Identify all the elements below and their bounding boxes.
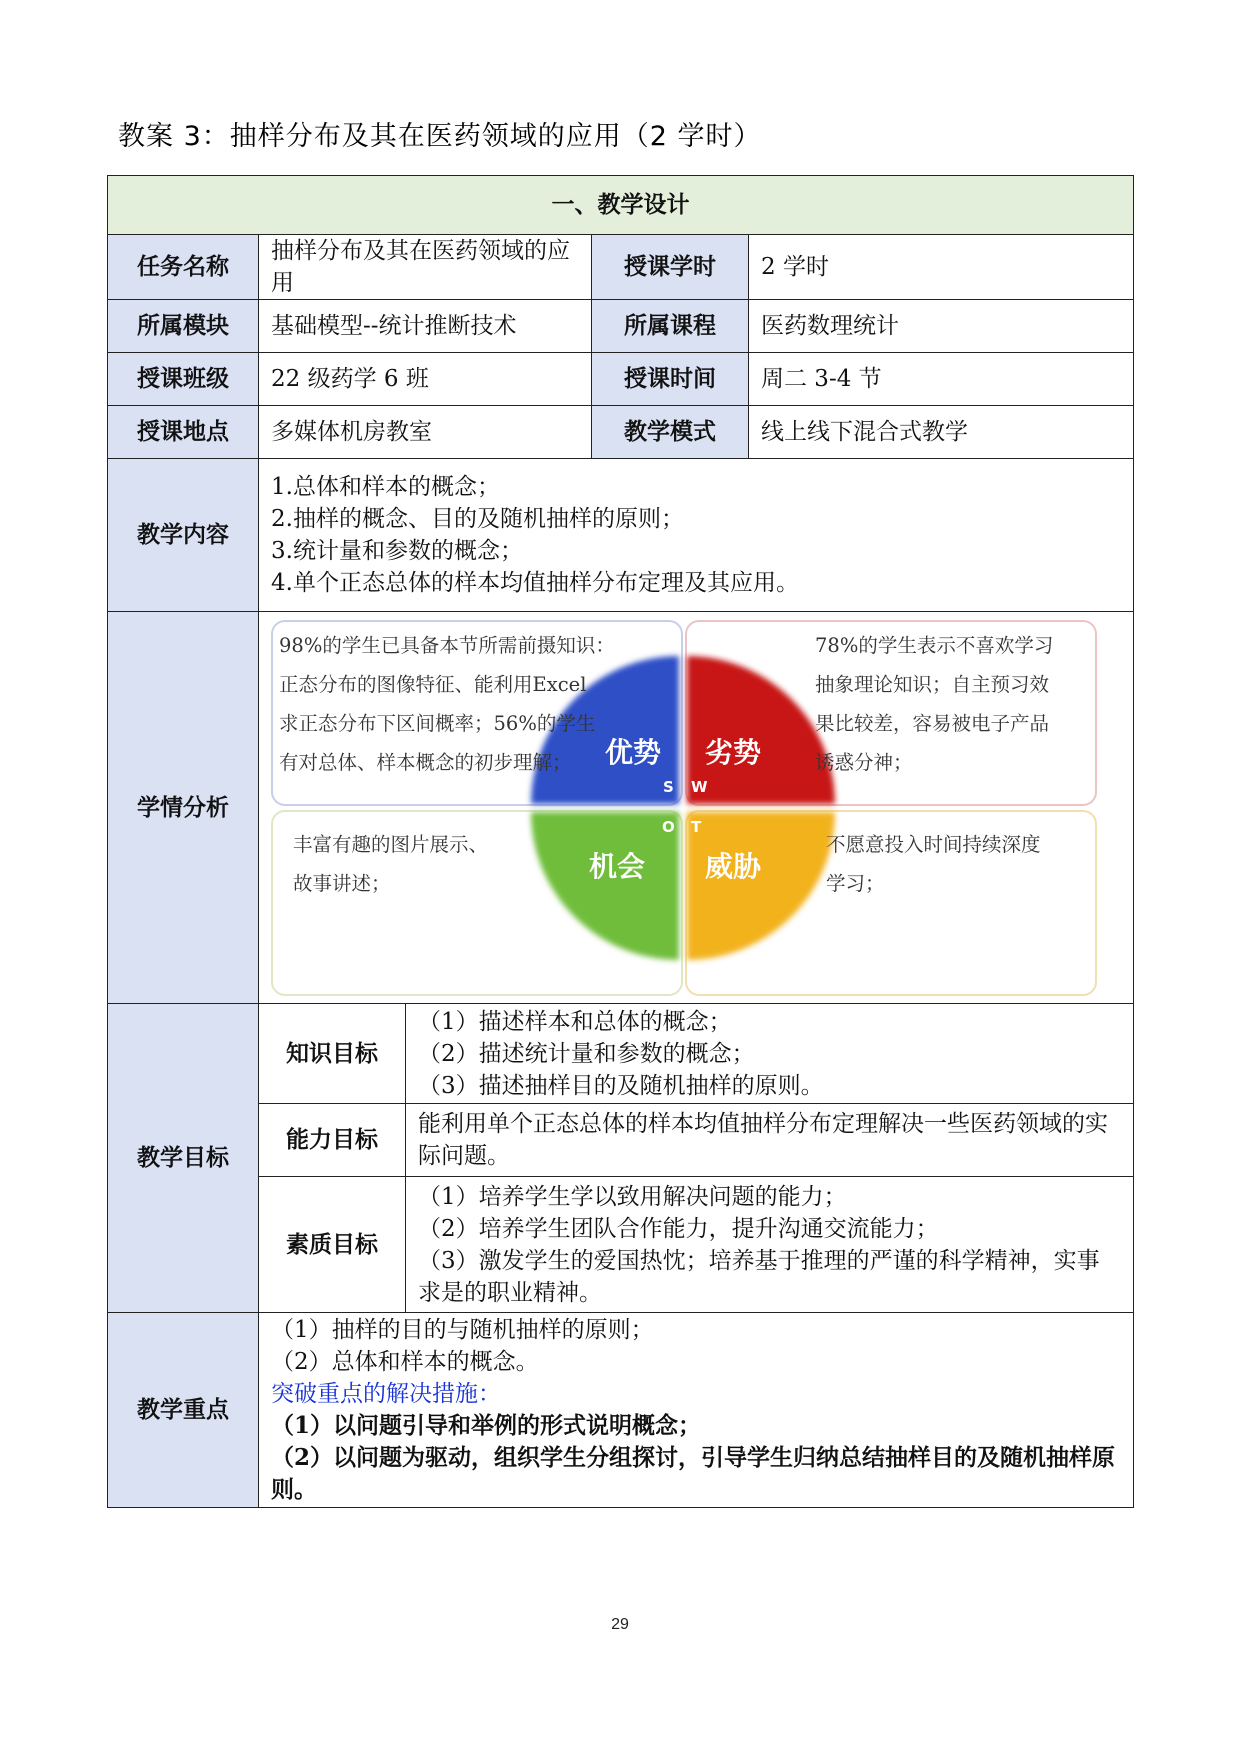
measures-heading: 突破重点的解决措施： — [271, 1381, 501, 1407]
section-heading: 一、教学设计 — [108, 176, 1134, 235]
student-analysis-label: 学情分析 — [108, 612, 259, 1004]
teaching-focus-row — [108, 1313, 1134, 1508]
list-item: 3.统计量和参数的概念； — [271, 538, 523, 564]
info-row — [108, 300, 1134, 353]
class-hours-value: 2 学时 — [749, 235, 1134, 300]
list-item: （2）总体和样本的概念。 — [271, 1349, 539, 1375]
list-item: 2.抽样的概念、目的及随机抽样的原则； — [271, 506, 684, 532]
teaching-mode-value: 线上线下混合式教学 — [749, 406, 1134, 459]
opportunity-letter: O — [662, 818, 675, 836]
list-item: （1）培养学生学以致用解决问题的能力； — [418, 1183, 847, 1210]
teaching-content-label: 教学内容 — [108, 459, 259, 612]
knowledge-goal-row — [108, 1004, 1134, 1104]
ability-goal-text: 能利用单个正态总体的样本均值抽样分布定理解决一些医药领域的实际问题。 — [406, 1104, 1134, 1177]
opportunity-title: 机会 — [589, 850, 646, 883]
list-item: 1.总体和样本的概念； — [271, 474, 500, 500]
list-item: 4.单个正态总体的样本均值抽样分布定理及其应用。 — [271, 570, 799, 596]
opportunity-text: 丰富有趣的图片展示、 故事讲述； — [293, 833, 489, 895]
strength-letter: S — [663, 778, 674, 796]
list-item: （2）培养学生团队合作能力，提升沟通交流能力； — [418, 1215, 939, 1242]
teaching-focus-label: 教学重点 — [108, 1313, 259, 1508]
strength-text: 98%的学生已具备本节所需前摄知识： 正态分布的图像特征、能利用Excel 求正态分布下区间概率；56%的学生 有对总体、样本概念的初步理解； — [279, 634, 615, 774]
section-heading-row — [108, 176, 1134, 235]
task-name-value: 抽样分布及其在医药领域的应用 — [259, 235, 592, 300]
teaching-content-list — [259, 459, 1134, 612]
module-label: 所属模块 — [108, 300, 259, 353]
class-label: 授课班级 — [108, 353, 259, 406]
teaching-goals-label: 教学目标 — [108, 1004, 259, 1313]
swot-cell — [259, 612, 1134, 1004]
threat-text: 不愿意投入时间持续深度 学习； — [826, 833, 1041, 895]
knowledge-goal-list — [406, 1004, 1134, 1104]
course-value: 医药数理统计 — [749, 300, 1134, 353]
threat-title: 威胁 — [705, 850, 762, 883]
list-item: （3）描述抽样目的及随机抽样的原则。 — [418, 1072, 824, 1099]
info-row — [108, 353, 1134, 406]
quality-goal-label: 素质目标 — [259, 1177, 406, 1313]
list-item: （1）抽样的目的与随机抽样的原则； — [271, 1317, 654, 1343]
ability-goal-label: 能力目标 — [259, 1104, 406, 1177]
location-label: 授课地点 — [108, 406, 259, 459]
weakness-letter: W — [691, 778, 708, 796]
lesson-plan-table — [107, 175, 1134, 1508]
weakness-title: 劣势 — [705, 736, 762, 769]
schedule-value: 周二 3-4 节 — [749, 353, 1134, 406]
list-item: （2）以问题为驱动，组织学生分组探讨，引导学生归纳总结抽样目的及随机抽样原则。 — [271, 1444, 1116, 1503]
page-title: 教案 3：抽样分布及其在医药领域的应用（2 学时） — [118, 121, 762, 152]
list-item: （3）激发学生的爱国热忱；培养基于推理的严谨的科学精神，实事求是的职业精神。 — [418, 1247, 1100, 1306]
swot-diagram — [271, 620, 1121, 995]
location-value: 多媒体机房教室 — [259, 406, 592, 459]
strength-title: 优势 — [605, 736, 662, 769]
knowledge-goal-label: 知识目标 — [259, 1004, 406, 1104]
threat-quadrant — [687, 812, 835, 960]
info-row — [108, 235, 1134, 300]
threat-letter: T — [691, 818, 702, 836]
student-analysis-row — [108, 612, 1134, 1004]
teaching-mode-label: 教学模式 — [592, 406, 749, 459]
ability-goal-row — [108, 1104, 1134, 1177]
info-row — [108, 406, 1134, 459]
teaching-content-row — [108, 459, 1134, 612]
page-number: 29 — [611, 1616, 629, 1633]
class-value: 22 级药学 6 班 — [259, 353, 592, 406]
quality-goal-row — [108, 1177, 1134, 1313]
teaching-focus-content — [259, 1313, 1134, 1508]
weakness-quadrant — [687, 656, 835, 804]
list-item: （1）描述样本和总体的概念； — [418, 1008, 732, 1035]
course-label: 所属课程 — [592, 300, 749, 353]
module-value: 基础模型--统计推断技术 — [259, 300, 592, 353]
weakness-text: 78%的学生表示不喜欢学习 抽象理论知识；自主预习效 果比较差，容易被电子产品 诱惑分神； — [815, 634, 1054, 774]
list-item: （1）以问题引导和举例的形式说明概念； — [271, 1412, 702, 1439]
quality-goal-list — [406, 1177, 1134, 1313]
task-name-label: 任务名称 — [108, 235, 259, 300]
schedule-label: 授课时间 — [592, 353, 749, 406]
list-item: （2）描述统计量和参数的概念； — [418, 1040, 755, 1067]
class-hours-label: 授课学时 — [592, 235, 749, 300]
